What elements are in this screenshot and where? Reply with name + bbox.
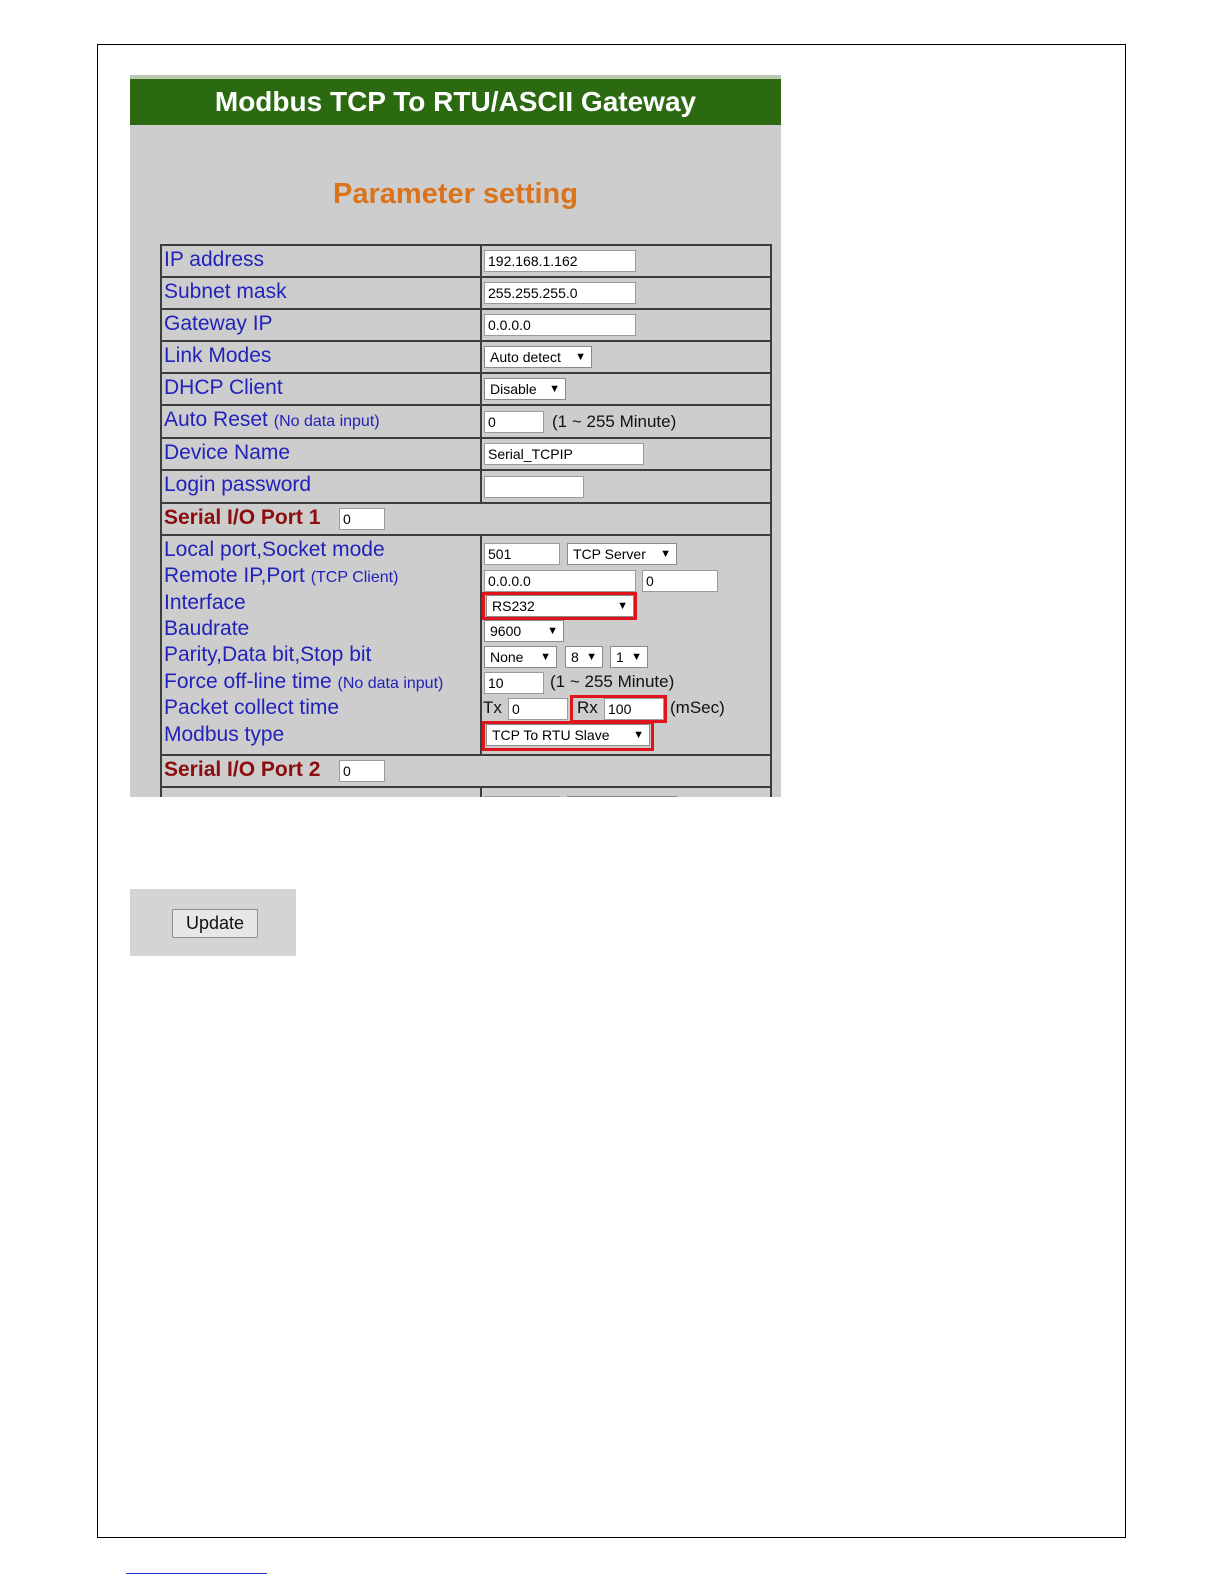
ip-address-input[interactable]: 192.168.1.162 (484, 250, 636, 272)
chevron-down-icon: ▼ (549, 383, 560, 395)
remote-ip-port-label (164, 564, 398, 588)
gateway-ip-input[interactable]: 0.0.0.0 (484, 314, 636, 336)
force-offline-hint: (No data input) (337, 675, 444, 692)
dhcp-client-label: DHCP Client (164, 376, 283, 399)
parity-label: Parity,Data bit,Stop bit (164, 643, 372, 666)
baudrate-select[interactable] (484, 620, 564, 642)
table-row (162, 439, 770, 469)
auto-reset-label (164, 408, 380, 432)
header-title: Modbus TCP To RTU/ASCII Gateway (130, 79, 781, 125)
auto-reset-input[interactable]: 0 (484, 411, 544, 433)
socket-mode-select[interactable] (567, 543, 677, 565)
table-row (162, 278, 770, 308)
port1-title: Serial I/O Port 1 (164, 506, 321, 529)
interface-label: Interface (164, 591, 246, 614)
force-offline-label (164, 670, 443, 694)
auto-reset-label-text: Auto Reset (164, 408, 268, 431)
port2-local-port-input[interactable] (484, 796, 560, 797)
dhcp-client-select[interactable] (484, 378, 566, 400)
force-offline-range: (1 ~ 255 Minute) (550, 672, 675, 691)
footer-link-underline (126, 1573, 267, 1574)
parameter-table (160, 244, 772, 797)
modbus-type-label: Modbus type (164, 723, 285, 746)
table-row (162, 246, 770, 276)
port2-title: Serial I/O Port 2 (164, 758, 321, 781)
link-modes-label: Link Modes (164, 344, 272, 367)
baudrate-label: Baudrate (164, 617, 250, 640)
ip-address-label: IP address (164, 248, 265, 271)
force-offline-input[interactable]: 10 (484, 672, 544, 694)
login-password-input[interactable] (484, 476, 584, 498)
chevron-down-icon: ▼ (547, 625, 558, 637)
chevron-down-icon: ▼ (617, 600, 628, 612)
gateway-ip-label: Gateway IP (164, 312, 273, 335)
local-port-input[interactable]: 501 (484, 543, 560, 565)
rx-highlight (570, 695, 667, 723)
tx-label: Tx (483, 698, 502, 717)
chevron-down-icon: ▼ (631, 651, 642, 663)
remote-ip-port-label-text: Remote IP,Port (164, 564, 305, 587)
modbus-type-value: TCP To RTU Slave (492, 727, 610, 743)
table-row (162, 310, 770, 340)
login-password-label: Login password (164, 473, 312, 496)
interface-highlight (482, 592, 637, 620)
update-button[interactable]: Update (172, 909, 258, 938)
port1-details-row (162, 536, 770, 754)
page-title: Parameter setting (333, 178, 578, 210)
remote-ip-port-hint: (TCP Client) (310, 569, 399, 586)
device-name-input[interactable]: Serial_TCPIP (484, 443, 644, 465)
tx-input[interactable]: 0 (508, 698, 568, 720)
auto-reset-range: (1 ~ 255 Minute) (552, 412, 677, 431)
settings-panel (130, 75, 781, 797)
table-row (162, 788, 770, 797)
local-port-label: Local port,Socket mode (164, 538, 385, 561)
stop-bit-value: 1 (616, 649, 624, 665)
interface-value: RS232 (492, 598, 535, 614)
port2-section-row (162, 756, 770, 786)
packet-unit: (mSec) (670, 698, 725, 717)
data-bit-select[interactable] (565, 646, 603, 668)
chevron-down-icon: ▼ (540, 651, 551, 663)
chevron-down-icon: ▼ (575, 351, 586, 363)
subnet-mask-input[interactable]: 255.255.255.0 (484, 282, 636, 304)
dhcp-client-value: Disable (490, 381, 537, 397)
link-modes-select[interactable] (484, 346, 592, 368)
data-bit-value: 8 (571, 649, 579, 665)
stop-bit-select[interactable] (610, 646, 648, 668)
chevron-down-icon: ▼ (586, 651, 597, 663)
rx-input[interactable]: 100 (604, 698, 664, 720)
table-row (162, 342, 770, 372)
device-name-label: Device Name (164, 441, 291, 464)
parity-value: None (490, 649, 524, 665)
force-offline-label-text: Force off-line time (164, 670, 332, 693)
rx-label: Rx (577, 698, 598, 717)
parity-select[interactable] (484, 646, 557, 668)
table-row (162, 374, 770, 404)
table-row (162, 471, 770, 502)
subnet-mask-label: Subnet mask (164, 280, 287, 303)
port1-section-row (162, 504, 770, 534)
table-row (162, 406, 770, 437)
update-area (130, 889, 296, 956)
link-modes-value: Auto detect (490, 349, 561, 365)
remote-ip-input[interactable]: 0.0.0.0 (484, 570, 636, 592)
port2-socket-mode-select[interactable] (567, 796, 677, 797)
chevron-down-icon: ▼ (633, 729, 644, 741)
modbus-type-highlight (482, 721, 654, 751)
auto-reset-hint: (No data input) (273, 413, 380, 430)
remote-port-input[interactable]: 0 (642, 570, 718, 592)
socket-mode-value: TCP Server (573, 546, 646, 562)
port2-index-input[interactable]: 0 (339, 760, 385, 782)
baudrate-value: 9600 (490, 623, 522, 639)
chevron-down-icon: ▼ (660, 548, 671, 560)
packet-collect-label: Packet collect time (164, 696, 340, 719)
port1-index-input[interactable]: 0 (339, 508, 385, 530)
